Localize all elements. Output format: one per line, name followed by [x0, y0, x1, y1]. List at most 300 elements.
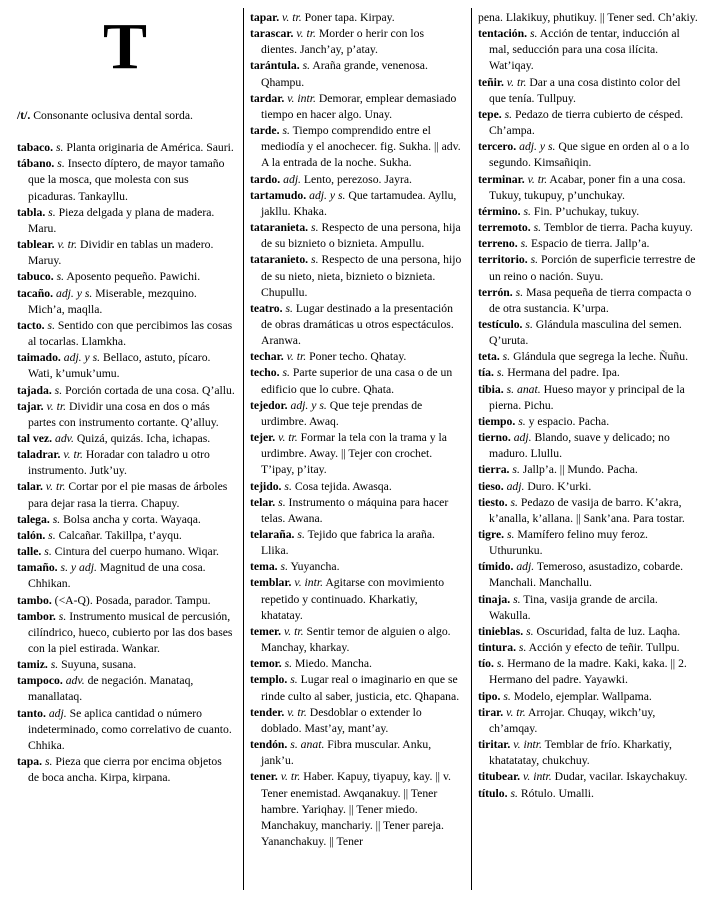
headword: tajada.: [17, 383, 52, 397]
dictionary-entry: [250, 672, 462, 704]
definition: Espacio de tierra. Jallp’a.: [528, 237, 650, 251]
dictionary-entry: [17, 140, 235, 156]
grammar-tag: adj.: [510, 431, 532, 445]
dictionary-entry: [478, 26, 700, 74]
dictionary-entry: [478, 656, 700, 688]
dictionary-entry: [17, 512, 235, 528]
headword: tampoco.: [17, 674, 63, 688]
definition: Desdoblar o extender lo doblado. Mast’ay, mant’ay.: [261, 705, 422, 735]
definition: Haber. Kapuy, tiyapuy, kay. || v. Tener enemistad. Awqanakuy. || Tener hambre. Yariqhay. || Tener miedo. Manchakuy, manchariy. || Tener pareja. Yananchakuy. || Tener: [261, 770, 451, 848]
dictionary-entry: [478, 172, 700, 204]
headword: tímido.: [478, 560, 514, 574]
grammar-tag: s.: [299, 59, 311, 73]
dictionary-entry: [17, 479, 235, 511]
definition: Pieza que cierra por encima objetos de boca ancha. Kirpa, kirpana.: [28, 755, 222, 785]
grammar-tag: s.: [501, 107, 513, 121]
dictionary-entry: [478, 559, 700, 591]
headword: talar.: [17, 480, 43, 494]
grammar-tag: s.: [530, 221, 542, 235]
dictionary-entry: [478, 285, 700, 317]
dictionary-entry: [478, 624, 700, 640]
grammar-tag: s.: [507, 786, 518, 800]
grammar-tag: s.: [277, 560, 288, 574]
definition: Yuyancha.: [288, 560, 340, 574]
headword: tarascar.: [250, 27, 294, 41]
headword: tacaño.: [17, 286, 54, 300]
dictionary-entry: [250, 575, 462, 623]
headword: teatro.: [250, 301, 283, 315]
headword: tejido.: [250, 479, 282, 493]
definition: Parte superior de una casa o de un edificio que lo cubre. Qhata.: [261, 366, 453, 396]
grammar-tag: v. tr.: [524, 172, 548, 186]
dictionary-entry: [17, 754, 235, 786]
dictionary-entry: [250, 26, 462, 58]
headword: tinieblas.: [478, 624, 524, 638]
dictionary-entry: [250, 91, 462, 123]
dictionary-entry: [478, 786, 700, 802]
definition: Hermana del padre. Ipa.: [504, 366, 620, 380]
grammar-tag: v. tr.: [293, 27, 316, 41]
grammar-tag: s.: [42, 755, 53, 769]
definition: Lugar destinado a la presentación de obras dramáticas u otros espectáculos. Aranwa.: [261, 301, 454, 348]
dictionary-entry: [478, 737, 700, 769]
dictionary-entry: [478, 10, 700, 26]
grammar-tag: s.: [45, 205, 56, 219]
grammar-tag: v. tr.: [284, 705, 307, 719]
grammar-tag: v. tr.: [279, 11, 302, 24]
definition: Hueso mayor y principal de la pierna. Pichu.: [489, 382, 685, 412]
grammar-tag: v. tr.: [277, 770, 301, 784]
grammar-tag: adj. y s.: [60, 351, 101, 365]
grammar-tag: adj.: [280, 172, 301, 186]
definition: Morder o herir con los dientes. Janch’ay, p’atay.: [261, 27, 424, 57]
headword: techar.: [250, 350, 284, 364]
headword: tapa.: [17, 755, 43, 769]
definition: Formar la tela con la trama y la urdimbre. Away. || Tejer con crochet. T’ipay, p’itay.: [261, 431, 447, 477]
dictionary-entry: [17, 657, 235, 673]
grammar-tag: v. tr.: [43, 399, 67, 413]
grammar-tag: s.: [53, 270, 65, 284]
definition: Instrumento musical de percusión, cilíndrico, hueco, cubierto por las dos bases con la piel estirada. Wankar.: [28, 609, 233, 655]
headword: tabla.: [17, 205, 46, 219]
grammar-tag: s.: [281, 657, 293, 671]
grammar-tag: adj. y s.: [516, 140, 556, 154]
grammar-tag: adj.: [513, 560, 535, 574]
definition: Rótulo. Umalli.: [517, 786, 594, 800]
dictionary-entry: [17, 156, 235, 204]
dictionary-entry: [478, 414, 700, 430]
grammar-tag: v. intr.: [510, 738, 542, 752]
grammar-tag: s.: [510, 592, 521, 606]
headword: tal vez.: [17, 431, 53, 445]
grammar-tag: s.: [515, 414, 526, 428]
grammar-tag: v. tr.: [503, 705, 526, 719]
dictionary-entry: [478, 204, 700, 220]
headword: tanto.: [17, 706, 46, 720]
grammar-tag: v. intr.: [291, 576, 324, 590]
grammar-tag: adj.: [45, 706, 67, 720]
headword: tener.: [250, 770, 278, 784]
dictionary-entry: [17, 609, 235, 657]
grammar-tag: v. tr.: [60, 448, 83, 462]
headword: taimado.: [17, 351, 61, 365]
grammar-tag: adv.: [52, 431, 74, 445]
definition: Sentido con que percibimos las cosas al tocarlas. Llamkha.: [28, 318, 233, 349]
dictionary-entry: [17, 560, 235, 592]
definition: Agitarse con movimiento repetido y continuado. Kharkatiy, khatatay.: [261, 576, 445, 622]
grammar-tag: v. tr.: [54, 238, 78, 252]
definition: Temblar de frío. Kharkatiy, khatatatay, chukchuy.: [489, 738, 672, 768]
grammar-tag: s.: [517, 237, 529, 251]
headword: teñir.: [478, 75, 504, 89]
headword: tataranieto.: [250, 253, 309, 267]
grammar-tag: s.: [51, 383, 63, 397]
column-2: [250, 10, 462, 850]
headword: tapar.: [250, 11, 280, 24]
headword: talega.: [17, 512, 50, 526]
definition: Acabar, poner fin a una cosa. Tukuy, tukupuy, p’unchukay.: [489, 172, 686, 202]
headword: tiritar.: [478, 738, 511, 752]
dictionary-entry: [478, 220, 700, 236]
dictionary-entry: [478, 252, 700, 284]
definition: Tina, vasija grande de arcila. Wakulla.: [489, 592, 658, 622]
headword: tiempo.: [478, 414, 516, 428]
definition: Blando, suave y delicado; no maduro. Llullu.: [489, 431, 670, 461]
intro-text: Consonante oclusiva dental sorda.: [30, 109, 193, 122]
grammar-tag: adj. y s.: [53, 286, 93, 300]
dictionary-entry: [478, 382, 700, 414]
dictionary-entry: [478, 769, 700, 785]
dictionary-entry: [17, 431, 235, 447]
definition: Duro. K’urki.: [524, 479, 592, 493]
grammar-tag: adj. y s.: [306, 188, 346, 202]
definition: Aposento pequeño. Pawichi.: [64, 270, 201, 284]
dictionary-entry: [17, 673, 235, 705]
headword: tender.: [250, 705, 285, 719]
definition: Insecto díptero, de mayor tamaño que la mosca, que molesta con sus picaduras. Tankayllu.: [28, 157, 225, 203]
headword: tajar.: [17, 399, 44, 413]
grammar-tag: s.: [279, 366, 290, 380]
column-3: [478, 10, 700, 802]
definition: Miserable, mezquino. Mich’a, maqlla.: [28, 286, 197, 316]
definition: Miedo. Mancha.: [292, 657, 372, 671]
definition: Jallp’a. || Mundo. Pacha.: [519, 463, 638, 477]
definition: Respecto de una persona, hijo de su nieto, nieta, biznieto o biznieta. Chupullu.: [261, 253, 462, 299]
dictionary-entry: [478, 430, 700, 462]
grammar-tag: s.: [507, 495, 518, 509]
dictionary-entry: [17, 350, 235, 382]
definition: Modelo, ejemplar. Wallpama.: [510, 689, 652, 703]
grammar-tag: v. tr.: [283, 350, 307, 364]
grammar-tag: s.: [512, 285, 524, 299]
definition: Temeroso, asustadizo, cobarde. Manchali. Manchallu.: [489, 560, 684, 590]
definition: Tiempo comprendido entre el mediodía y el anochecer. fig. Sukha. || adv. A la entrada de la noche. Sukha.: [261, 124, 461, 170]
headword: techo.: [250, 366, 280, 380]
grammar-tag: s.: [527, 253, 539, 267]
column-rule: [471, 8, 472, 890]
definition: Bellaco, astuto, pícaro. Wati, k’umuk’umu.: [28, 351, 211, 381]
grammar-tag: s.: [493, 657, 505, 671]
grammar-tag: v. tr.: [503, 75, 527, 89]
definition: Cosa tejida. Awasqa.: [291, 479, 392, 493]
grammar-tag: s.: [53, 141, 64, 155]
grammar-tag: s.: [54, 157, 65, 171]
definition: Fin. P’uchukay, tukuy.: [530, 204, 640, 218]
headword: tambor.: [17, 609, 56, 623]
headword: término.: [478, 204, 521, 218]
grammar-tag: s.: [308, 221, 319, 235]
headword: tataranieta.: [250, 221, 309, 235]
definition: Glándula masculina del semen. Q’uruta.: [489, 317, 682, 348]
definition: y espacio. Pacha.: [525, 414, 610, 428]
headword: telaraña.: [250, 528, 295, 541]
grammar-tag: s.: [45, 528, 56, 542]
dictionary-entry: [17, 447, 235, 479]
headword: tejedor.: [250, 398, 288, 412]
grammar-tag: v. tr.: [42, 480, 66, 494]
headword: tintura.: [478, 641, 516, 655]
definition: Poner techo. Qhatay.: [306, 350, 407, 364]
definition: Masa pequeña de tierra compacta o de otra sustancia. K’urpa.: [489, 285, 692, 315]
definition: Lento, perezoso. Jayra.: [300, 172, 412, 186]
grammar-tag: s.: [500, 689, 511, 703]
headword: tía.: [478, 366, 494, 380]
headword: tendón.: [250, 738, 288, 752]
grammar-tag: s.: [275, 495, 286, 509]
grammar-tag: adv.: [62, 674, 85, 688]
dictionary-entry: [478, 107, 700, 139]
dictionary-entry: [250, 737, 462, 769]
dictionary-entry: [17, 593, 235, 609]
grammar-tag: s.: [49, 512, 61, 526]
dictionary-entry: [17, 318, 235, 350]
dictionary-entry: [478, 689, 700, 705]
headword: tartamudo.: [250, 188, 307, 202]
grammar-tag: v. intr.: [284, 91, 316, 105]
definition: Araña grande, venenosa. Qhampu.: [261, 59, 428, 89]
headword: tierra.: [478, 463, 510, 477]
definition: Suyuna, susana.: [58, 658, 137, 672]
definition: Que sigue en orden al o a lo segundo. Kimsañiqin.: [489, 140, 690, 170]
headword: territorio.: [478, 253, 528, 267]
definition: Pedazo de vasija de barro. K’akra, k’analla, k’allana. || Sank’ana. Para tostar.: [489, 495, 685, 525]
dictionary-entry: [17, 399, 235, 431]
headword: terminar.: [478, 172, 525, 186]
headword: tercero.: [478, 140, 517, 154]
definition: Glándula que segrega la leche. Ñuñu.: [510, 350, 688, 364]
definition: Horadar con taladro u otro instrumento. Jutk’uy.: [28, 448, 210, 478]
definition: Planta originaria de América. Sauri.: [63, 141, 234, 155]
definition: Arrojar. Chuqay, wikch’uy, ch’amqay.: [489, 705, 656, 735]
definition: Respecto de una persona, hija de su biznieto o biznieta. Ampullu.: [261, 221, 461, 251]
definition: Pieza delgada y plana de madera. Maru.: [28, 205, 215, 235]
grammar-tag: s.: [527, 27, 538, 41]
headword: tablear.: [17, 238, 55, 252]
dictionary-entry: [250, 559, 462, 575]
definition: Dividir una cosa en dos o más partes con instrumento cortante. Q’alluy.: [28, 399, 219, 429]
headword: tinaja.: [478, 592, 511, 606]
definition: Oscuridad, falta de luz. Laqha.: [533, 624, 681, 638]
headword: tarántula.: [250, 59, 300, 73]
column-rule: [243, 8, 244, 890]
headword: temor.: [250, 657, 282, 671]
dictionary-entry: [250, 10, 462, 26]
dictionary-entry: [250, 188, 462, 220]
dictionary-entry: [250, 479, 462, 495]
headword: tipo.: [478, 689, 501, 703]
grammar-tag: s.: [504, 528, 515, 541]
definition: Mamífero felino muy feroz. Uthurunku.: [489, 528, 648, 558]
grammar-tag: s. anat.: [503, 382, 541, 396]
definition: Que teje prendas de urdimbre. Awaq.: [261, 398, 423, 428]
grammar-tag: s.: [520, 204, 531, 218]
grammar-tag: s.: [282, 301, 293, 315]
dictionary-entry: [478, 317, 700, 349]
dictionary-entry: [250, 398, 462, 430]
definition: Dar a una cosa distinto color del que tenía. Tullpuy.: [489, 75, 681, 105]
dictionary-entry: [478, 75, 700, 107]
headword: taladrar.: [17, 448, 61, 462]
dictionary-entry: [250, 349, 462, 365]
grammar-tag: s. anat.: [287, 738, 325, 752]
grammar-tag: v. tr.: [275, 431, 298, 445]
dictionary-entry: [250, 365, 462, 397]
dictionary-entry: [250, 527, 462, 559]
definition: Porción cortada de una cosa. Q’allu.: [62, 383, 235, 397]
grammar-tag: s.: [41, 545, 52, 559]
definition: Que tartamudea. Ayllu, jakllu. Khaka.: [261, 188, 457, 218]
headword: temblar.: [250, 576, 292, 590]
dictionary-entry: [17, 528, 235, 544]
dictionary-entry: [250, 58, 462, 90]
headword: titubear.: [478, 770, 521, 784]
dictionary-entry: [17, 544, 235, 560]
grammar-tag: v. intr.: [520, 770, 552, 784]
grammar-tag: v. tr.: [281, 624, 304, 638]
dictionary-entry: [478, 527, 700, 559]
dictionary-entry: [17, 269, 235, 285]
definition: Acción de tentar, inducción al mal, seducción para una cosa ilícita. Wat’iqay.: [489, 27, 680, 73]
dictionary-entry: [250, 769, 462, 850]
definition: (<A-Q). Posada, parador. Tampu.: [51, 593, 211, 607]
headword: teta.: [478, 350, 500, 364]
definition: Hermano de la madre. Kaki, kaka. || 2. Hermano del padre. Yayawki.: [489, 657, 687, 687]
definition: Poner tapa. Kirpay.: [301, 11, 395, 24]
headword: tierno.: [478, 431, 511, 445]
intro-headword: /t/.: [17, 109, 31, 122]
dictionary-entry: [17, 237, 235, 269]
grammar-tag: s.: [509, 463, 520, 477]
definition: Instrumento o máquina para hacer telas. Awana.: [261, 495, 449, 525]
definition: Acción y efecto de teñir. Tullpu.: [526, 641, 680, 655]
dictionary-entry: [17, 205, 235, 237]
definition: Porción de superficie terrestre de un reino o nación. Suyu.: [489, 253, 696, 283]
grammar-tag: s.: [47, 658, 59, 672]
headword: tabaco.: [17, 141, 54, 155]
definition: Quizá, quizás. Icha, ichapas.: [73, 431, 211, 445]
grammar-tag: s.: [281, 479, 292, 493]
column-1: [17, 108, 235, 786]
grammar-tag: s.: [287, 673, 298, 687]
definition: Bolsa ancha y corta. Wayaqa.: [60, 512, 201, 526]
grammar-tag: s.: [522, 317, 533, 331]
definition: Tejido que fabrica la araña. Llika.: [261, 528, 435, 558]
definition: Sentir temor de alguien o algo. Manchay, kharkay.: [261, 624, 451, 655]
headword: tábano.: [17, 157, 55, 171]
headword: terreno.: [478, 237, 518, 251]
dictionary-entry: [250, 624, 462, 656]
headword: título.: [478, 786, 508, 800]
grammar-tag: s.: [515, 641, 527, 655]
definition: Se aplica cantidad o número indeterminado, como correlativo de cuanto. Chhika.: [28, 706, 232, 752]
dictionary-entry: [478, 592, 700, 624]
headword: tepe.: [478, 107, 502, 121]
grammar-tag: s.: [279, 124, 290, 138]
dictionary-entry: [478, 365, 700, 381]
dictionary-entry: [478, 462, 700, 478]
headword: terrón.: [478, 285, 513, 299]
dictionary-entry: [478, 139, 700, 171]
dictionary-entry: [17, 706, 235, 754]
grammar-tag: s.: [44, 318, 55, 332]
grammar-tag: s.: [294, 528, 305, 541]
grammar-tag: s. y adj.: [57, 561, 97, 575]
grammar-tag: s.: [499, 350, 511, 364]
grammar-tag: s.: [493, 366, 505, 380]
headword: tejer.: [250, 431, 276, 445]
headword: testículo.: [478, 317, 523, 331]
headword: tardar.: [250, 91, 285, 105]
dictionary-entry: [250, 172, 462, 188]
definition: Fibra muscular. Anku, jank’u.: [261, 738, 432, 768]
headword: tacto.: [17, 318, 45, 332]
definition: Calcañar. Takillpa, t’ayqu.: [55, 528, 182, 542]
definition: Temblor de tierra. Pacha kuyuy.: [541, 221, 693, 235]
definition: Dividir en tablas un madero. Maruy.: [28, 238, 214, 268]
dictionary-entry: [250, 495, 462, 527]
headword: tibia.: [478, 382, 504, 396]
headword: tambo.: [17, 593, 52, 607]
intro-entry: [17, 108, 235, 124]
headword: templo.: [250, 673, 288, 687]
definition: Dudar, vacilar. Iskaychakuy.: [551, 770, 688, 784]
dictionary-entry: [250, 123, 462, 171]
dictionary-entry: [478, 640, 700, 656]
dictionary-entry: [478, 495, 700, 527]
headword: telar.: [250, 495, 276, 509]
definition: Cortar por el pie masas de árboles para dejar rasa la tierra. Chapuy.: [28, 480, 228, 510]
definition: Lugar real o imaginario en que se rinde culto al saber, justicia, etc. Qhapana.: [261, 673, 460, 703]
grammar-tag: adj. y s.: [287, 398, 327, 412]
dictionary-entry: [478, 349, 700, 365]
grammar-tag: s.: [55, 609, 67, 623]
headword: tigre.: [478, 528, 505, 541]
headword: tieso.: [478, 479, 504, 493]
dictionary-entry: [250, 705, 462, 737]
dictionary-entry: [250, 301, 462, 349]
dictionary-entry: [478, 705, 700, 737]
definition: de negación. Manataq, manallataq.: [28, 674, 194, 704]
definition: Demorar, emplear demasiado tiempo en hacer algo. Unay.: [261, 91, 457, 121]
headword: tardo.: [250, 172, 281, 186]
headword: tema.: [250, 560, 278, 574]
section-letter: T: [103, 10, 148, 83]
grammar-tag: s.: [523, 624, 534, 638]
headword: tirar.: [478, 705, 504, 719]
headword: terremoto.: [478, 221, 531, 235]
headword: tamiz.: [17, 658, 48, 672]
grammar-tag: s.: [308, 253, 319, 267]
